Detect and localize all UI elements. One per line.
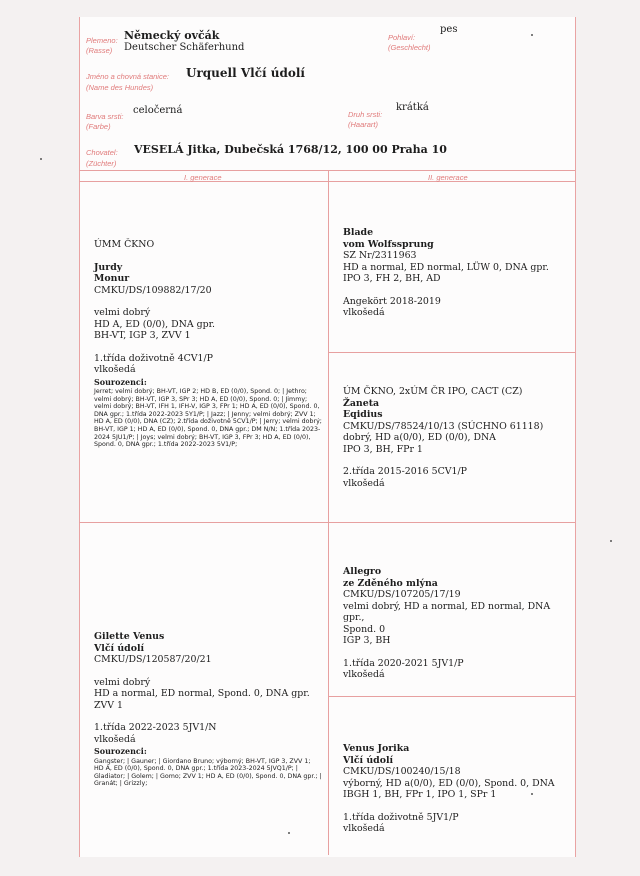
dam-dam-color: vlkošedá — [343, 823, 385, 834]
sire-parents-divider — [328, 352, 575, 353]
sire-color: vlkošedá — [94, 364, 136, 375]
sire-health: HD A, ED (0/0), DNA gpr. — [94, 318, 216, 330]
dam-sire-registration: CMKU/DS/107205/17/19 — [343, 589, 461, 600]
dam-dam-health: výborný, HD a(0/0), ED (0/0), Spond. 0, DNA — [343, 777, 555, 789]
sire-dam-registration: CMKU/DS/78524/10/13 (SÚCHNO 61118) — [343, 420, 544, 432]
sire-sire-color: vlkošedá — [343, 307, 385, 318]
dam-color: vlkošedá — [94, 733, 136, 745]
sire-dam-health: dobrý, HD a(0/0), ED (0/0), DNA — [343, 432, 496, 443]
sire-dam-breeding-class: 2.třída 2015-2016 5CV1/P — [343, 466, 467, 477]
column-divider — [328, 170, 329, 855]
breed-label-de: (Rasse) — [86, 46, 113, 55]
sire-dam-name-line1: Žaneta — [343, 397, 380, 409]
sire-dam-title: ÚM ČKNO, 2xÚM ČR IPO, CACT (CZ) — [343, 386, 523, 397]
sire-name-line2: Monur — [94, 273, 130, 284]
breed-de: Deutscher Schäferhund — [124, 42, 245, 53]
breeder-label: Chovatel: — [86, 148, 118, 157]
scan-speck — [40, 158, 42, 160]
dam-dam-exams: IBGH 1, BH, FPr 1, IPO 1, SPr 1 — [343, 789, 497, 800]
sire-dam-divider — [79, 522, 575, 523]
dam-siblings-label: Sourozenci: — [94, 746, 147, 756]
sire-rating: velmi dobrý — [94, 307, 151, 318]
breed-label: Plemeno: — [86, 36, 118, 45]
sire-dam-name-line2: Eqidius — [343, 409, 383, 420]
sex-value: pes — [440, 24, 458, 35]
sire-sire-exams: IPO 3, FH 2, BH, AD — [343, 273, 441, 284]
dam-sire-breeding-class: 1.třída 2020-2021 5JV1/P — [343, 657, 464, 669]
sire-registration: CMKU/DS/109882/17/20 — [94, 284, 212, 296]
sire-siblings-text: Jerret; velmi dobrý; BH-VT, IGP 2; HD B, ED (0/0), Spond. 0; | Jethro; velmi dobrý; BH-VT, IGP 3, SPr 3; HD A, ED (0/0), Spond. 0; | Jimmy; velmi dobrý; BH-VT, IFH 1, IFH-V, IGP 3, FPr 1; HD A, ED (0/0), Spond. 0, DNA gpr.; 1.třída 2022-2023 5Y1/P; | Jazz; | Jenny; velmi dobrý; ZVV 1; HD A, ED (0/0), DNA (CZ); 2.třída doživotně 5CV1/P; | Jerry; velmi dobrý; BH-VT, IGP 1; HD A, ED (0/0), Spond. 0, DNA gpr.; DM N/N; 1.třída 2023-2024 5JU1/P; | Joys; velmi dobrý; BH-VT, IGP 3, FPr 3; HD A, ED (0/0), Spond. 0, DNA gpr.; 1.třída 2022-2023 5V1/P; — [94, 388, 322, 449]
dam-breeding-class: 1.třída 2022-2023 5JV1/N — [94, 722, 217, 733]
dam-siblings-text: Gangster; | Gauner; | Giordano Bruno; výborný; BH-VT, IGP 3, ZVV 1; HD A, ED (0/0), Spond. 0, DNA gpr.; 1.třída 2023-2024 5JVQ1/P; | Gladiator; | Golem; | Gomo; ZVV 1; HD A, ED (0/0), Spond. 0, DNA gpr.; | Granát; | Grizzly; — [94, 757, 322, 788]
generation-divider — [79, 181, 575, 182]
dam-health: HD a normal, ED normal, Spond. 0, DNA gpr. — [94, 688, 310, 699]
dam-exams: ZVV 1 — [94, 699, 123, 711]
scan-speck — [531, 34, 533, 36]
name-label: Jméno a chovná stanice: — [86, 72, 169, 81]
first-generation-header: I. generace — [184, 173, 222, 182]
dam-sire-name-line1: Allegro — [343, 566, 382, 577]
scan-speck — [531, 793, 533, 795]
sire-sire-health: HD a normal, ED normal, LÜW 0, DNA gpr. — [343, 261, 549, 273]
sire-exams: BH-VT, IGP 3, ZVV 1 — [94, 330, 191, 341]
breeder-label-de: (Züchter) — [86, 159, 117, 168]
dam-sire-health-cont: Spond. 0 — [343, 623, 386, 635]
dam-sire-health: velmi dobrý, HD a normal, ED normal, DNA gpr., — [343, 600, 551, 623]
dam-sire-name-line2: ze Zděného mlýna — [343, 577, 438, 589]
dam-rating: velmi dobrý — [94, 676, 151, 688]
sex-label-de: (Geschlecht) — [388, 43, 431, 52]
sire-dam-color: vlkošedá — [343, 477, 385, 489]
coat-label-de: (Haarart) — [348, 120, 379, 129]
sire-dam-exams: IPO 3, BH, FPr 1 — [343, 443, 423, 455]
dam-sire-exams: IGP 3, BH — [343, 635, 391, 646]
header-divider — [79, 170, 575, 171]
sire-name-line1: Jurdy — [94, 261, 123, 273]
sire-title: ÚMM ČKNO — [94, 239, 155, 250]
sire-sire-name-line1: Blade — [343, 227, 374, 238]
dam-dam-breeding-class: 1.třída doživotně 5JV1/P — [343, 811, 459, 823]
dam-name-line1: Gilette Venus — [94, 631, 165, 642]
dam-registration: CMKU/DS/120587/20/21 — [94, 654, 212, 665]
color-value: celočerná — [133, 105, 183, 116]
coat-value: krátká — [396, 102, 429, 113]
sire-breeding-class: 1.třída doživotně 4CV1/P — [94, 352, 213, 364]
dam-cell — [94, 631, 322, 788]
dam-parents-divider — [328, 696, 575, 697]
dam-dam-registration: CMKU/DS/100240/15/18 — [343, 766, 461, 777]
breed-cz: Německý ovčák — [124, 29, 220, 42]
sire-siblings-label: Sourozenci: — [94, 376, 147, 387]
dam-sire-cell — [343, 566, 571, 681]
color-label: Barva srsti: — [86, 112, 124, 121]
sire-cell — [94, 239, 322, 449]
sire-sire-korung: Angekört 2018-2019 — [343, 295, 441, 307]
name-label-de: (Name des Hundes) — [86, 83, 154, 92]
dam-name-line2: Vlčí údolí — [94, 642, 145, 654]
dam-dam-cell — [343, 743, 571, 835]
sire-sire-cell — [343, 227, 571, 319]
dog-name: Urquell Vlčí údolí — [186, 66, 305, 80]
breeder-value: VESELÁ Jitka, Dubečská 1768/12, 100 00 Praha 10 — [134, 143, 447, 156]
sire-sire-name-line2: vom Wolfssprung — [343, 238, 434, 250]
scan-speck — [610, 540, 612, 542]
color-label-de: (Farbe) — [86, 122, 111, 131]
sire-sire-registration: SZ Nr/2311963 — [343, 250, 417, 261]
scan-speck — [288, 832, 290, 834]
second-generation-header: II. generace — [428, 173, 468, 182]
dam-dam-name-line2: Vlčí údolí — [343, 754, 394, 766]
sex-label: Pohlaví: — [388, 33, 416, 42]
dam-sire-color: vlkošedá — [343, 669, 385, 680]
sire-dam-cell — [343, 386, 571, 489]
coat-label: Druh srsti: — [348, 110, 383, 119]
dam-dam-name-line1: Venus Jorika — [343, 743, 410, 754]
